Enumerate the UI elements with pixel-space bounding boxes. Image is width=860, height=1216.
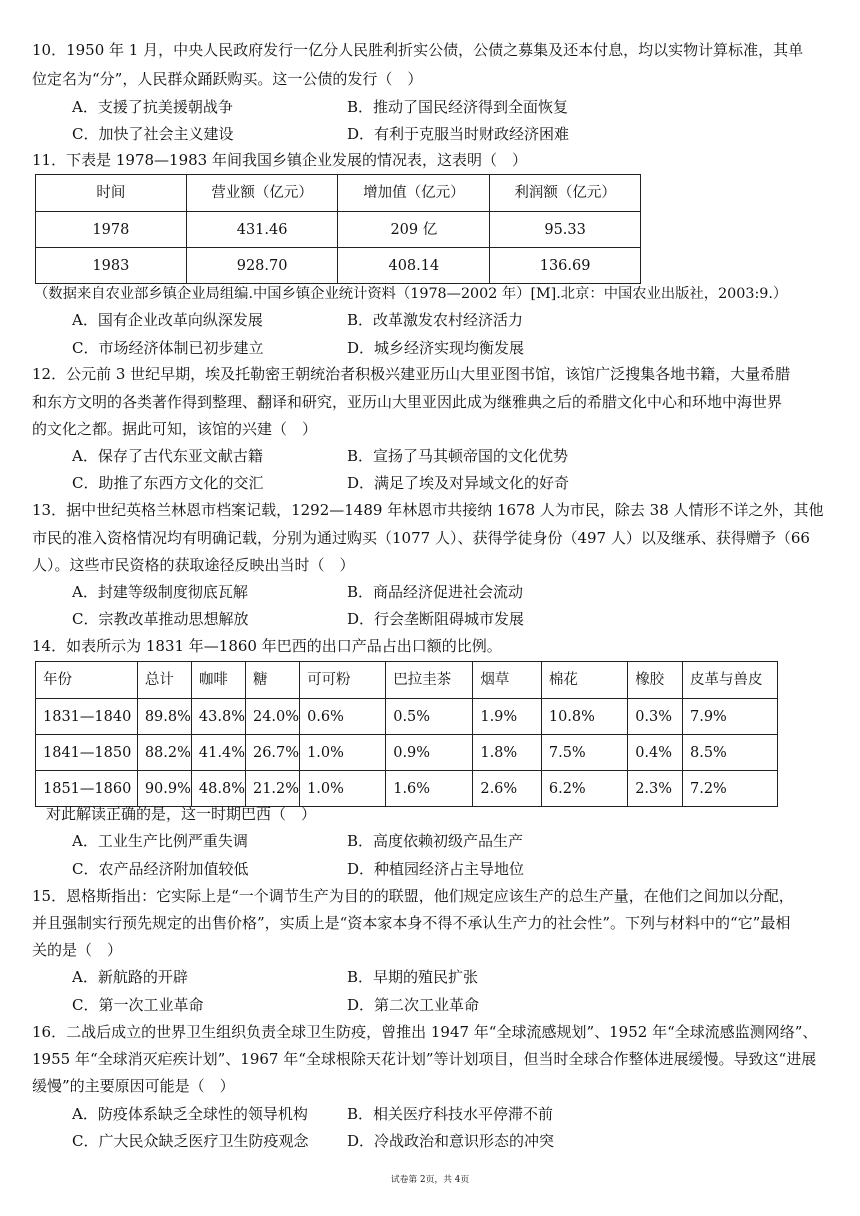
q11-stem: 11．下表是 1978—1983 年间我国乡镇企业发展的情况表，这表明（ ） [32,151,527,169]
table-cell: 1.0% [300,735,386,771]
q11-option-a[interactable]: A．国有企业改革向纵深发展 [72,311,263,329]
table-cell: 24.0% [245,699,299,735]
table-row [36,212,641,248]
table-header-cell: 时间 [36,175,187,212]
table-cell: 48.8% [191,771,245,807]
table-cell: 8.5% [682,735,777,771]
table-header-cell: 巴拉圭茶 [386,662,473,699]
table-header-cell: 烟草 [473,662,542,699]
q14-prompt: 对此解读正确的是，这一时期巴西（ ） [46,805,317,823]
table-cell: 88.2% [137,735,191,771]
table-cell: 0.5% [386,699,473,735]
table-cell: 1.6% [386,771,473,807]
table-cell: 209 亿 [338,212,490,248]
q10-stem-line-2: 位定名为“分”，人民群众踊跃购买。这一公债的发行（ ） [32,70,423,88]
table-cell: 43.8% [191,699,245,735]
table-cell: 1.9% [473,699,542,735]
q13-option-d[interactable]: D．行会垄断阻碍城市发展 [347,610,525,628]
table-header-cell: 皮革与兽皮 [682,662,777,699]
table-cell: 1978 [36,212,187,248]
q15-option-d[interactable]: D．第二次工业革命 [347,996,480,1014]
q11-option-b[interactable]: B．改革激发农村经济活力 [347,311,524,329]
q14-option-c[interactable]: C．农产品经济附加值较低 [72,860,249,878]
table-cell: 7.9% [682,699,777,735]
q12-option-b[interactable]: B．宣扬了马其顿帝国的文化优势 [347,447,569,465]
q13-stem-line-2: 市民的准入资格情况均有明确记载，分别为通过购买（1077 人）、获得学徒身份（497 人）以及继承、获得赠予（66 [32,529,810,547]
q15-stem-line-1: 15．恩格斯指出：它实际上是“一个调节生产为目的的联盟，他们规定应该生产的总生产量，在他们之间加以分配， [32,887,794,905]
table-row [36,248,641,284]
table-header-cell: 利润额（亿元） [490,175,641,212]
q14-stem: 14．如表所示为 1831 年—1860 年巴西的出口产品占出口额的比例。 [32,637,502,655]
table-cell: 0.4% [628,735,683,771]
table-cell: 89.8% [137,699,191,735]
q12-option-d[interactable]: D．满足了埃及对异域文化的好奇 [347,474,570,492]
q13-option-a[interactable]: A．封建等级制度彻底瓦解 [72,583,248,601]
q15-option-a[interactable]: A．新航路的开辟 [72,968,188,986]
table-cell: 0.3% [628,699,683,735]
table-cell: 2.3% [628,771,683,807]
table-header-cell: 棉花 [541,662,627,699]
table-header-cell: 橡胶 [628,662,683,699]
q16-stem-line-1: 16．二战后成立的世界卫生组织负责全球卫生防疫，曾推出 1947 年“全球流感规划”、1952 年“全球流感监测网络”、 [32,1023,818,1041]
table-header-cell: 营业额（亿元） [186,175,338,212]
q14-option-b[interactable]: B．高度依赖初级产品生产 [347,832,524,850]
table-cell: 408.14 [338,248,490,284]
q13-option-c[interactable]: C．宗教改革推动思想解放 [72,610,249,628]
q12-option-c[interactable]: C．助推了东西方文化的交汇 [72,474,264,492]
table-header-cell: 增加值（亿元） [338,175,490,212]
table-header-row [36,175,641,212]
table-cell: 1.0% [300,771,386,807]
table-cell: 26.7% [245,735,299,771]
q12-option-a[interactable]: A．保存了古代东亚文献古籍 [72,447,263,465]
table-cell: 90.9% [137,771,191,807]
q10-stem-line-1: 10．1950 年 1 月，中央人民政府发行一亿分人民胜利折实公债，公债之募集及还本付息，均以实物计算标准，其单 [32,41,804,59]
q15-stem-line-3: 关的是（ ） [32,941,123,959]
table-cell: 1831—1840 [36,699,138,735]
q16-stem-line-3: 缓慢”的主要原因可能是（ ） [32,1077,235,1095]
table-cell: 95.33 [490,212,641,248]
q11-option-d[interactable]: D．城乡经济实现均衡发展 [347,339,525,357]
table-cell: 1.8% [473,735,542,771]
table-cell: 10.8% [541,699,627,735]
table-cell: 2.6% [473,771,542,807]
table-row [36,771,778,807]
q15-option-b[interactable]: B．早期的殖民扩张 [347,968,479,986]
table-row [36,735,778,771]
q15-option-c[interactable]: C．第一次工业革命 [72,996,204,1014]
table-cell: 1983 [36,248,187,284]
q14-option-d[interactable]: D．种植园经济占主导地位 [347,860,525,878]
q13-stem-line-3: 人）。这些市民资格的获取途径反映出当时（ ） [32,556,355,574]
q16-option-c[interactable]: C．广大民众缺乏医疗卫生防疫观念 [72,1132,309,1150]
table-cell: 7.5% [541,735,627,771]
table-cell: 1841—1850 [36,735,138,771]
table-cell: 21.2% [245,771,299,807]
table-header-cell: 糖 [245,662,299,699]
table-header-row [36,662,778,699]
page-footer: 试卷第 2页，共 4页 [390,1175,470,1185]
q11-option-c[interactable]: C．市场经济体制已初步建立 [72,339,264,357]
q10-option-d[interactable]: D．有利于克服当时财政经济困难 [347,125,570,143]
table-cell: 431.46 [186,212,338,248]
table-row [36,699,778,735]
q10-option-a[interactable]: A．支援了抗美援朝战争 [72,98,233,116]
q12-stem-line-2: 和东方文明的各类著作得到整理、翻译和研究，亚历山大里亚因此成为继雅典之后的希腊文化中心和环地中海世界 [32,393,783,411]
q16-stem-line-2: 1955 年“全球消灭疟疾计划”、1967 年“全球根除天花计划”等计划项目，但当时全球合作整体进展缓慢。导致这“进展 [32,1050,817,1068]
table-header-cell: 年份 [36,662,138,699]
table-header-cell: 可可粉 [300,662,386,699]
q14-table [35,661,778,807]
table-cell: 928.70 [186,248,338,284]
table-cell: 7.2% [682,771,777,807]
q10-option-b[interactable]: B．推动了国民经济得到全面恢复 [347,98,569,116]
table-cell: 6.2% [541,771,627,807]
table-cell: 41.4% [191,735,245,771]
q13-stem-line-1: 13．据中世纪英格兰林恩市档案记载，1292—1489 年林恩市共接纳 1678 人为市民，除去 38 人情形不详之外，其他 [32,501,824,519]
q14-option-a[interactable]: A．工业生产比例严重失调 [72,832,248,850]
q12-stem-line-3: 的文化之都。据此可知，该馆的兴建（ ） [32,420,318,438]
table-header-cell: 咖啡 [191,662,245,699]
q13-option-b[interactable]: B．商品经济促进社会流动 [347,583,524,601]
q10-option-c[interactable]: C．加快了社会主义建设 [72,125,234,143]
q11-table [35,174,641,284]
table-cell: 0.6% [300,699,386,735]
table-header-cell: 总计 [137,662,191,699]
table-cell: 0.9% [386,735,473,771]
q12-stem-line-1: 12．公元前 3 世纪早期，埃及托勒密王朝统治者积极兴建亚历山大里亚图书馆，该馆广泛搜集各地书籍，大量希腊 [32,365,791,383]
q16-option-a[interactable]: A．防疫体系缺乏全球性的领导机构 [72,1105,308,1123]
q11-source-note: （数据来自农业部乡镇企业局组编.中国乡镇企业统计资料（1978—2002 年）[M].北京：中国农业出版社，2003:9.） [34,286,788,302]
table-cell: 136.69 [490,248,641,284]
q15-stem-line-2: 并且强制实行预先规定的出售价格”，实质上是“资本家本身不得不承认生产力的社会性”。下列与材料中的“它”最相 [32,914,791,932]
q16-option-b[interactable]: B．相关医疗科技水平停滞不前 [347,1105,554,1123]
table-cell: 1851—1860 [36,771,138,807]
q16-option-d[interactable]: D．冷战政治和意识形态的冲突 [347,1132,555,1150]
